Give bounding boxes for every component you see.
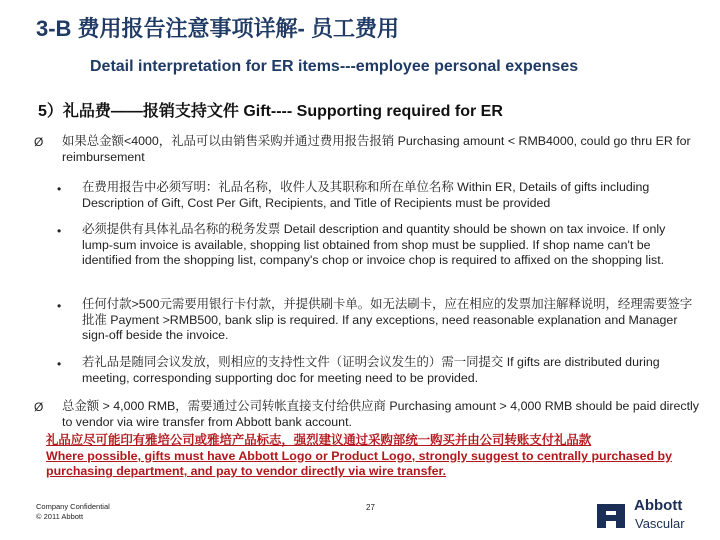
dot-bullet-icon: • — [57, 299, 62, 313]
page-title: 3-B 费用报告注意事项详解- 员工费用 — [36, 16, 400, 41]
page-number: 27 — [366, 503, 375, 512]
copyright-label: © 2011 Abbott — [36, 511, 84, 521]
dot-bullet-icon: • — [57, 182, 62, 196]
subpoint-text: 若礼品是随同会议发放，则相应的支持性文件（证明会议发生的）需一同提交 If gifts are distributed during meeting, corresponding supporting doc for meeting need to be provided. — [82, 355, 660, 385]
point-text: 如果总金额<4000，礼品可以由销售采购并通过费用报告报销 Purchasing amount < RMB4000, could go thru ER for reimbursement — [62, 134, 691, 164]
abbott-logo — [594, 497, 704, 537]
emphasis-note — [46, 433, 696, 480]
subpoint-text: 在费用报告中必须写明：礼品名称，收件人及其职称和所在单位名称 Within ER, Details of gifts including Description of Gift, Cost Per Gift, Recipients, and Title of Recipients must be provided — [82, 180, 650, 210]
subpoint-text: 任何付款>500元需要用银行卡付款，并提供刷卡单。如无法刷卡，应在相应的发票加注解释说明，经理需要签字批准 Payment >RMB500, bank slip is required. If any exceptions, need reasonable explanation and Manager sign-off beside the invoice. — [82, 297, 693, 343]
dot-bullet-icon: • — [57, 224, 62, 238]
arrow-bullet-icon: Ø — [34, 400, 44, 414]
arrow-bullet-icon: Ø — [34, 135, 44, 149]
abbott-mark-icon — [594, 501, 628, 531]
subpoint-text: 必须提供有具体礼品名称的税务发票 Detail description and quantity should be shown on tax invoice. If only lump-sum invoice is available, shopping list obtained from shop must be supplied. If shop name can't be identified from the shopping list, company's chop or invoice chop is required to affixed on the shopping list. — [82, 222, 666, 268]
section-heading: 5）礼品费——报销支持文件 Gift---- Supporting required for ER — [38, 103, 503, 120]
point-text: 总金额 > 4,000 RMB，需要通过公司转帐直接支付给供应商 Purchasing amount > 4,000 RMB should be paid directly to vendor via wire transfer from Abbott bank account. — [62, 399, 699, 429]
emphasis-en: Where possible, gifts must have Abbott Logo or Product Logo, strongly suggest to centrally purchased by purchasing department, and pay to vendor directly via wire transfer. — [46, 448, 673, 479]
page-subtitle: Detail interpretation for ER items---employee personal expenses — [90, 58, 579, 75]
confidential-label: Company Confidential — [36, 502, 110, 511]
logo-wordmark: Abbott — [634, 497, 683, 514]
logo-division: Vascular — [635, 516, 685, 531]
emphasis-cn: 礼品应尽可能印有雅培公司或雅培产品标志，强烈建议通过采购部统一购买并由公司转账支付礼品款 — [46, 433, 592, 447]
dot-bullet-icon: • — [57, 357, 62, 371]
footer-notice — [36, 502, 110, 521]
